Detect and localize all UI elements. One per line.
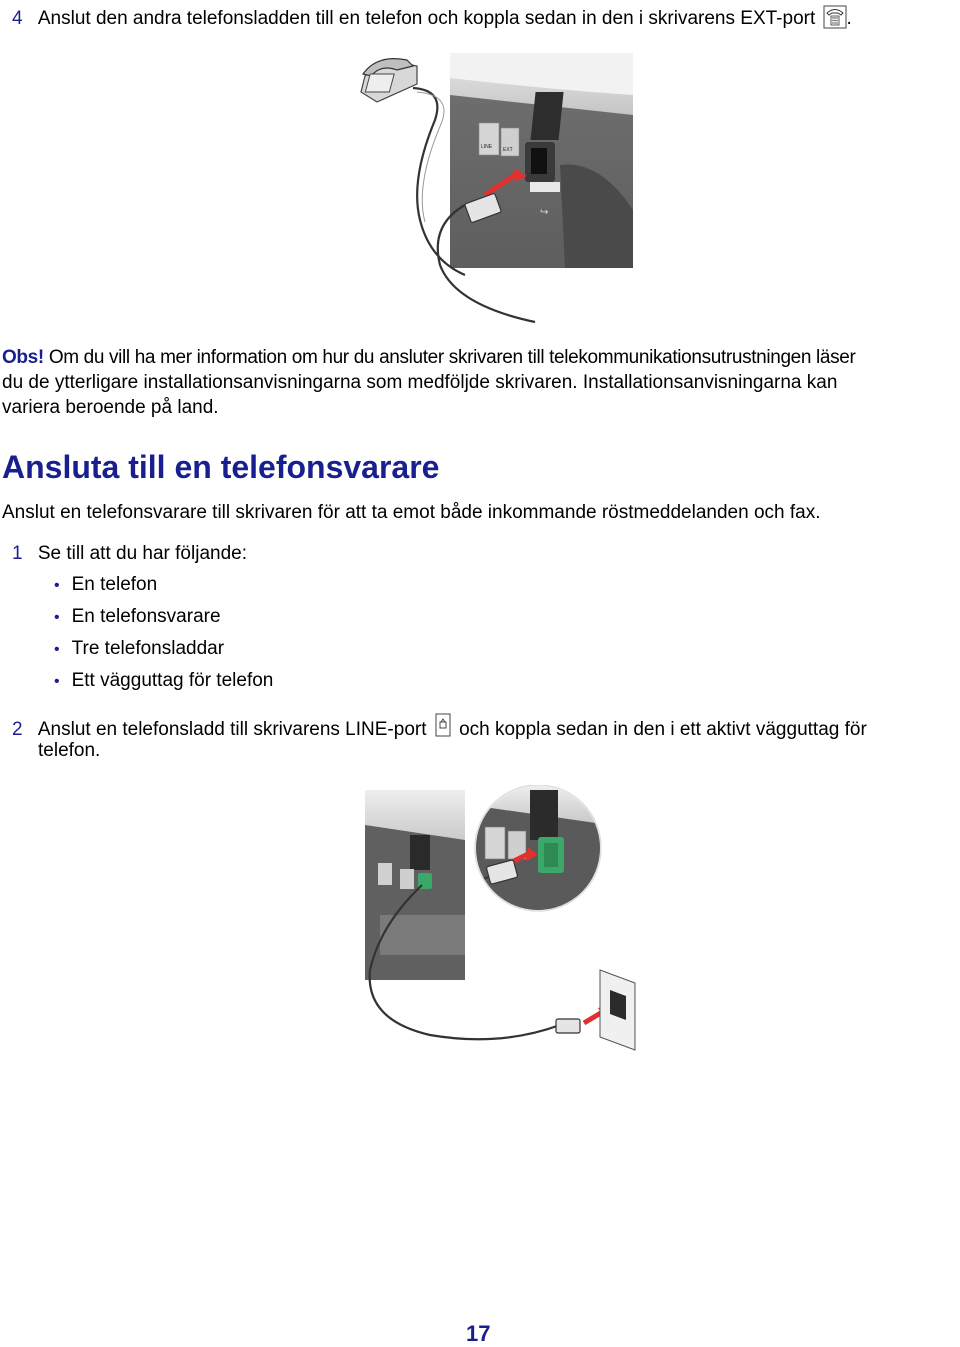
note-line-3: variera beroende på land. — [2, 397, 219, 418]
note-text-1: Om du vill ha mer information om hur du ansluter skrivaren till telekommunikationsutrustningen läser — [48, 347, 856, 368]
note-label: Obs! — [2, 347, 44, 368]
step-text: Anslut en telefonsladd till skrivarens LINE-port — [37, 719, 427, 740]
step-suffix: . — [846, 8, 852, 29]
ext-port-illustration — [355, 50, 640, 325]
telephone-icon — [823, 4, 847, 30]
step-number: 2 — [12, 719, 23, 740]
bullet-icon: • — [54, 577, 60, 594]
note-line-1 — [2, 345, 855, 370]
step-text-after: och koppla sedan in den i ett aktivt vägguttag för — [459, 719, 867, 740]
step-4 — [12, 4, 852, 31]
step-2-continued: telefon. — [38, 740, 101, 761]
step-number: 1 — [12, 543, 23, 564]
page-number: 17 — [466, 1321, 491, 1346]
list-item: • Tre telefonsladdar — [54, 638, 225, 659]
step-text: Anslut den andra telefonsladden till en telefon och koppla sedan in den i skrivarens EXT-port — [37, 8, 816, 29]
svg-text:↪: ↪ — [540, 207, 549, 218]
step-text: Se till att du har följande: — [37, 543, 247, 564]
step-number: 4 — [12, 8, 23, 29]
step-2 — [12, 713, 867, 742]
wall-jack-icon — [435, 713, 451, 739]
line-port-illustration — [360, 785, 640, 1055]
list-item: • En telefon — [54, 574, 158, 595]
bullet-icon: • — [54, 673, 60, 690]
list-item: • En telefonsvarare — [54, 606, 221, 627]
bullet-icon: • — [54, 609, 60, 626]
section-intro: Anslut en telefonsvarare till skrivaren för att ta emot både inkommande röstmeddelanden och fax. — [2, 502, 821, 523]
line-label: LINE — [481, 144, 493, 150]
step-1 — [12, 541, 247, 566]
note-line-2: du de ytterligare installationsanvisningarna som medföljde skrivaren. Installationsanvisningarna kan — [2, 372, 838, 393]
list-item: • Ett vägguttag för telefon — [54, 670, 274, 691]
bullet-icon: • — [54, 641, 60, 658]
section-title: Ansluta till en telefonsvarare — [2, 449, 440, 485]
ext-label: EXT — [503, 147, 513, 153]
